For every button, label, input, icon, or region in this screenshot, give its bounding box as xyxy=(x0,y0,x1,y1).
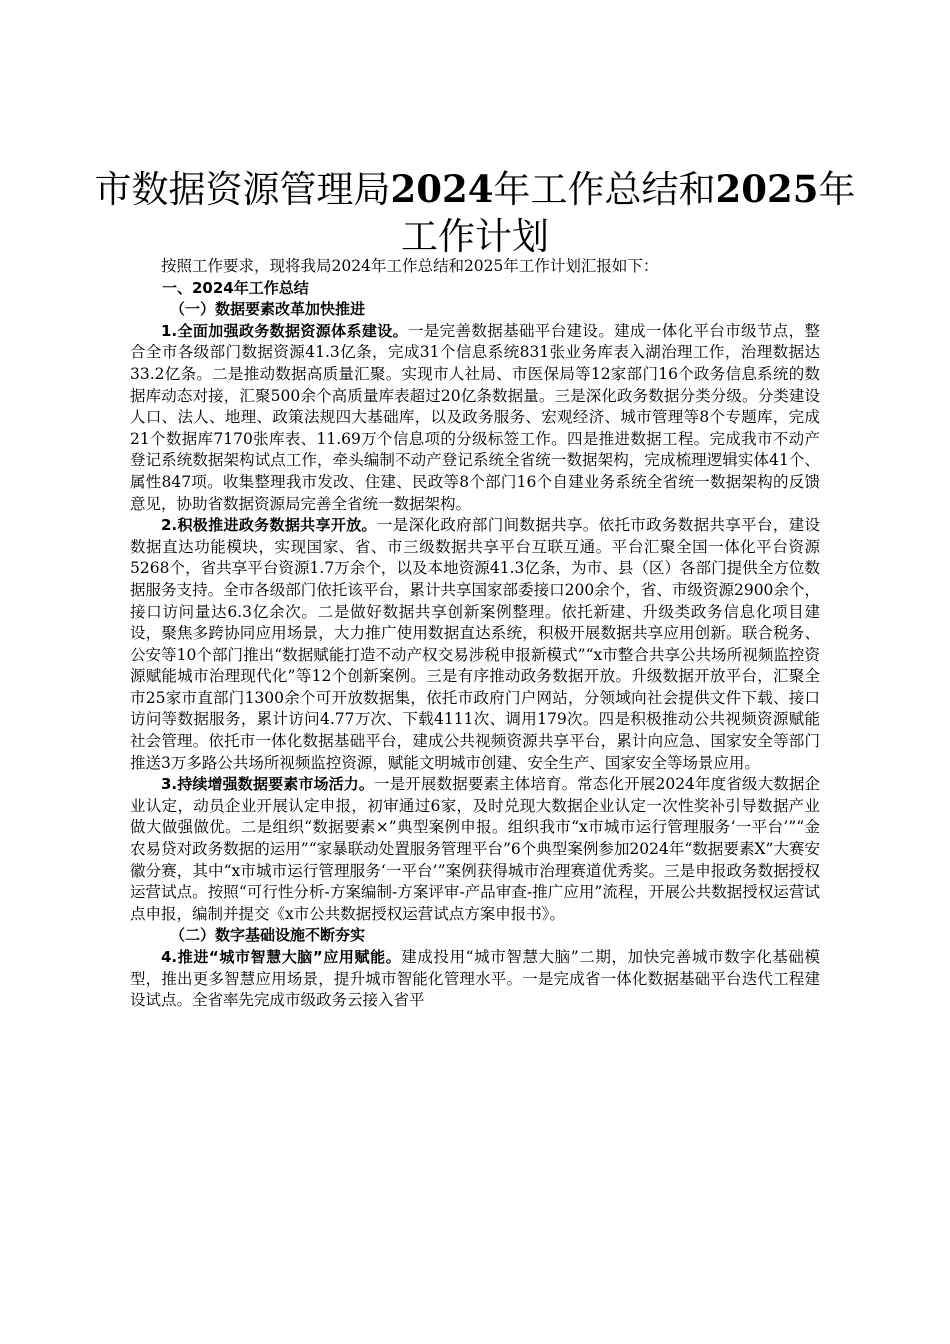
title-part: 年工作计划 xyxy=(401,168,856,258)
title-part: 市数据资源管理局 xyxy=(94,168,391,211)
subsection-heading: （二）数字基础设施不断夯实 xyxy=(170,926,366,945)
paragraph-lead: 4.推进“城市智慧大脑”应用赋能。 xyxy=(161,948,402,966)
title-year-2025: 2025 xyxy=(715,167,819,211)
paragraph-4 xyxy=(130,947,820,1012)
paragraph-lead: 3.持续增强数据要素市场活力。 xyxy=(161,775,375,794)
paragraph-3 xyxy=(130,774,820,925)
paragraph-text: 一是深化政府部门间数据共享。依托市政务数据共享平台，建设数据直达功能模块，实现国家、省、市三级数据共享平台互联互通。平台汇聚全国一体化平台资源5268个，省共享平台资源1.7万余个，以及本地资源41.3亿条，为市、县（区）各部门提供全方位数据服务支持。全市各级部门依托该平台，累计共享国家部委接口200余个，省、市级资源2900余个，接口访问量达6.3亿余次。二是做好数据共享创新案例整理。依托新建、升级类政务信息化项目建设，聚焦多跨协同应用场景，大力推广使用数据直达系统，积极开展数据共享应用创新。联合税务、公安等10个部门推出“数据赋能打造不动产权交易涉税申报新模式”“x市整合共享公共场所视频监控资源赋能城市治理现代化”等12个创新案例。三是有序推动政务数据开放。升级数据开放平台，汇聚全市25家市直部门1300余个可开放数据集，依托市政府门户网站，分领域向社会提供文件下载、接口访问等数据服务，累计访问4.77万次、下载4111次、调用179次。四是积极推动公共视频资源赋能社会管理。依托市一体化数据基础平台，建成公共视频资源共享平台，累计向应急、国家安全等部门推送3万多路公共场所视频监控资源，赋能文明城市创建、安全生产、国家安全等场景应用。 xyxy=(130,516,820,772)
paragraph-text: 一是开展数据要素主体培育。常态化开展2024年度省级大数据企业认定，动员企业开展认定申报，初审通过6家，及时兑现大数据企业认定一次性奖补引导数据产业做大做强做优。二是组织“数据要素×”典型案例申报。组织我市“x市城市运行管理服务‘一平台’”“金农易贷对政务数据的运用”“家暴联动处置服务管理平台”6个典型案例参加2024年“数据要素X”大赛安徽分赛，其中“x市城市运行管理服务‘一平台’”案例获得城市治理赛道优秀奖。三是申报政务数据授权运营试点。按照“可行性分析-方案编制-方案评审-产品审查-推广应用”流程，开展公共数据授权运营试点申报，编制并提交《x市公共数据授权运营试点方案申报书》。 xyxy=(130,775,820,923)
paragraph-lead: 2.积极推进政务数据共享开放。 xyxy=(161,516,377,535)
paragraph-text: 建成投用“城市智慧大脑”二期，加快完善城市数字化基础模型，推出更多智慧应用场景，提升城市智能化管理水平。一是完成省一体化数据基础平台迭代工程建设试点。全省率先完成市级政务云接入省平 xyxy=(130,948,820,1010)
section-heading: 一、2024年工作总结 xyxy=(162,278,309,297)
paragraph-2 xyxy=(130,515,820,774)
document-title xyxy=(90,166,860,260)
paragraph-lead: 1.全面加强政务数据资源体系建设。 xyxy=(161,321,408,340)
subsection-heading: （一）数据要素改革加快推进 xyxy=(170,300,366,319)
title-part: 年工作总结和 xyxy=(493,168,716,211)
intro-paragraph: 按照工作要求，现将我局2024年工作总结和2025年工作计划汇报如下： xyxy=(161,257,659,275)
paragraph-text: 一是完善数据基础平台建设。建成一体化平台市级节点，整合全市各级部门数据资源41.3亿条，完成31个信息系统831张业务库表入湖治理工作，治理数据达33.2亿条。二是推动数据高质量汇聚。实现市人社局、市医保局等12家部门16个政务信息系统的数据库动态对接，汇聚500余个高质量库表超过20亿条数据量。三是深化政务数据分类分级。分类建设人口、法人、地理、政策法规四大基础库，以及政务服务、宏观经济、城市管理等8个专题库，完成21个数据库7170张库表、11.69万个信息项的分级标签工作。四是推进数据工程。完成我市不动产登记系统数据架构试点工作，牵头编制不动产登记系统全省统一数据架构，完成梳理逻辑实体41个、属性847项。收集整理我市发改、住建、民政等8个部门16个自建业务系统全省统一数据架构的反馈意见，协助省数据资源局完善全省统一数据架构。 xyxy=(130,321,820,513)
title-year-2024: 2024 xyxy=(390,167,494,211)
document-body xyxy=(130,256,820,1012)
paragraph-1 xyxy=(130,321,820,515)
